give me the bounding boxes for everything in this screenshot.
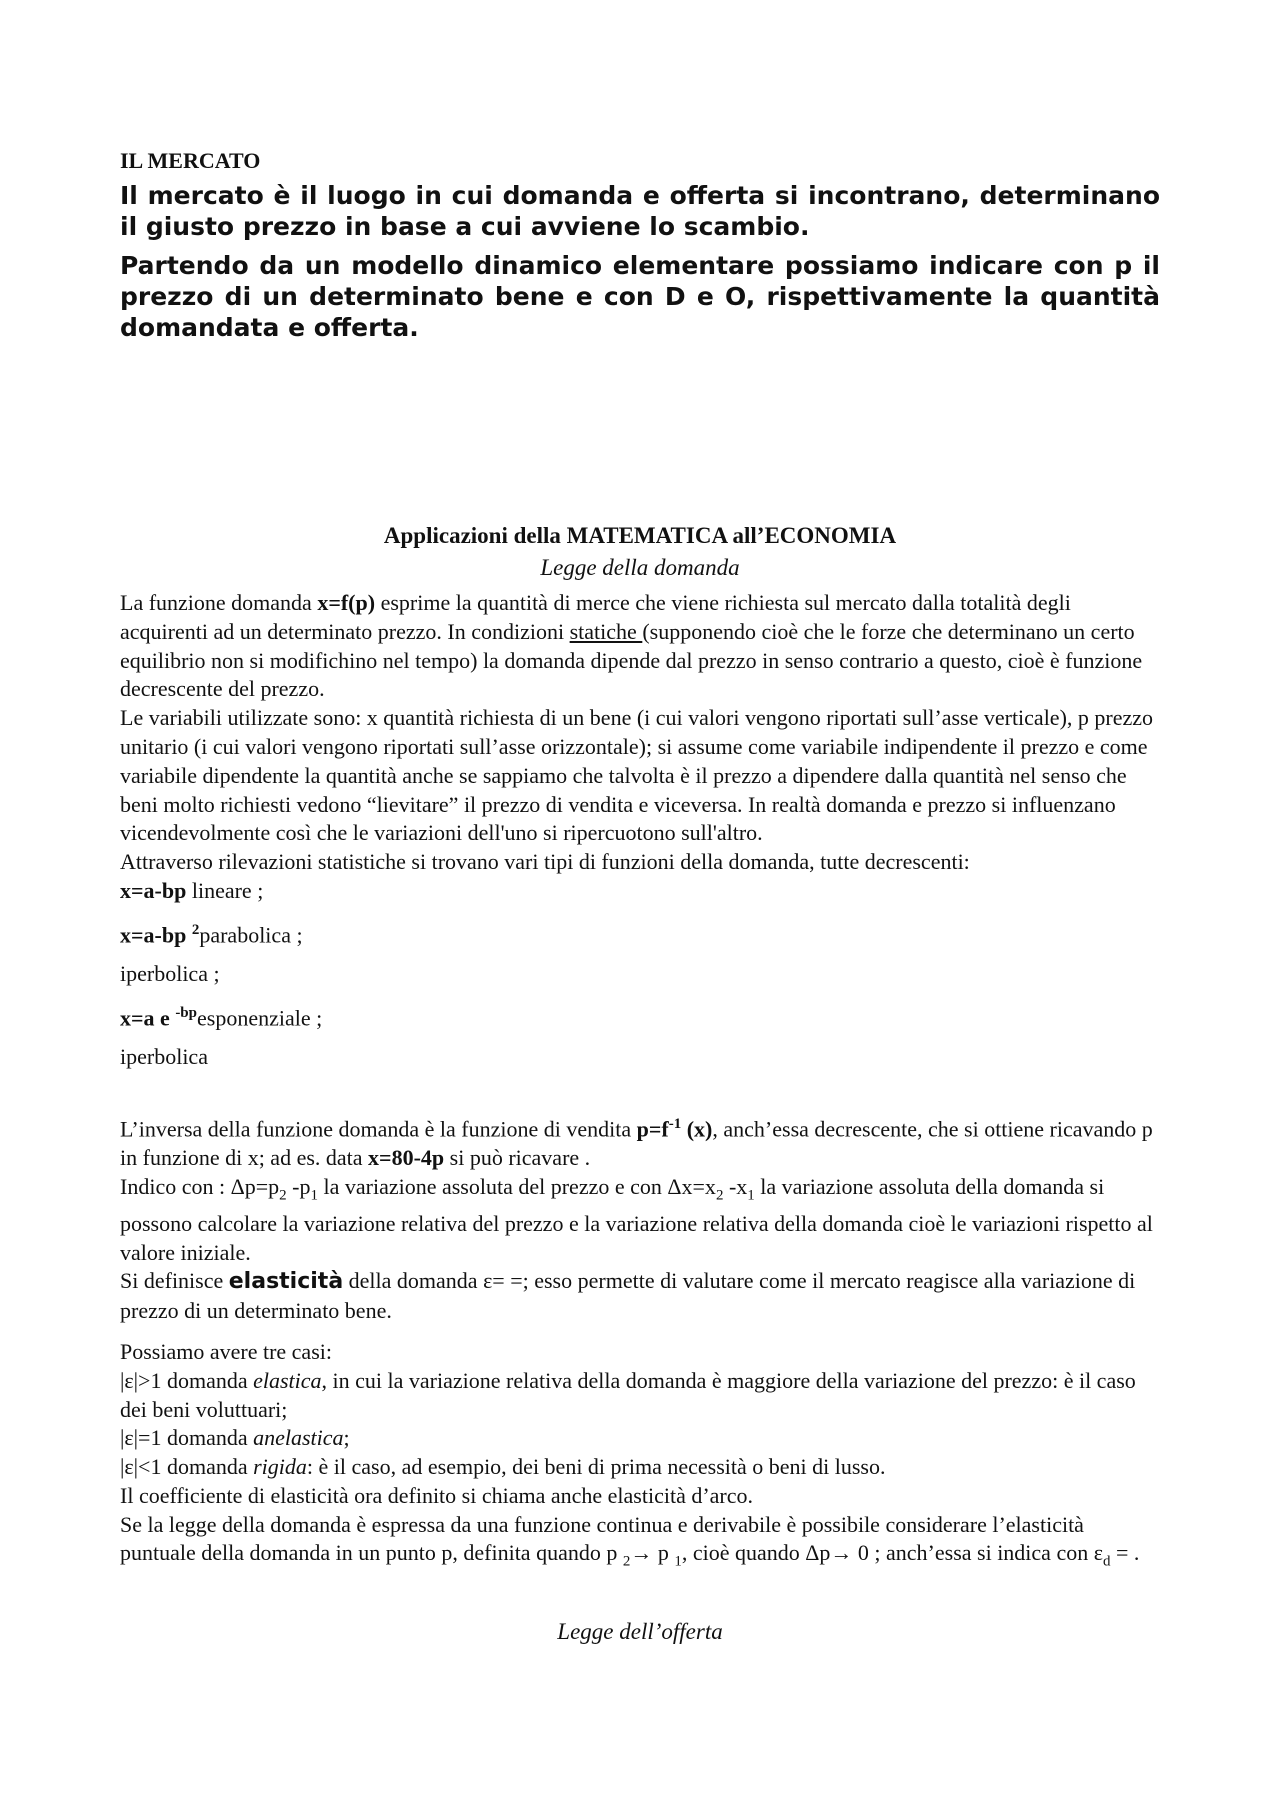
function-hyperbolic: iperbolica ; — [120, 960, 220, 986]
paragraph-variations: Indico con : $\Delta p=p_2$ $-p_1$ la variazione assoluta del prezzo e con $\Delta x=x_2$ $-x_1$ la variazione assoluta della domanda si possono calcolare la variazione relativa del prezzo e la variazione relativa della domanda cioè le variazioni rispetto al valore iniziale. — [120, 1173, 1153, 1265]
section-subtitle: Legge della domanda — [540, 555, 740, 580]
intro-paragraph-2: Partendo da un modello dinamico elementare possiamo indicare con p il prezzo di un determinato bene e con D e O, rispettivamente la quantità domandata e offerta. — [120, 251, 1160, 342]
paragraph-elasticity: Si definisce elasticità della domanda ε= =; esso permette di valutare come il mercato reagisce alla variazione di prezzo di un determinato bene. — [120, 1268, 1136, 1324]
paragraph-arc-elasticity: Il coefficiente di elasticità ora definito si chiama anche elasticità d’arco. — [120, 1482, 754, 1508]
paragraph-inverse-function: L’inversa della funzione domanda è la funzione di vendita $p=f^{-1}$ (x), anch’essa decrescente, che si ottiene ricavando p in funzione di x; ad es. data x=80-4p si può ricavare . — [120, 1115, 1153, 1170]
paragraph-demand-function: La funzione domanda x=f(p) esprime la quantità di merce che viene richiesta sul mercato dalla totalità degli acquirenti ad un determinato prezzo. In condizioni statiche (supponendo cioè che le forze che determinano un certo equilibrio non si modifichino nel tempo) la domanda dipende dal prezzo in senso contrario a questo, cioè è funzione decrescente del prezzo. — [120, 590, 1143, 702]
section-title: Applicazioni della MATEMATICA all’ECONOMIA — [383, 523, 897, 548]
function-parabolic: x=a-bp $^2$parabolica ; — [120, 921, 303, 948]
paragraph-statistics: Attraverso rilevazioni statistiche si trovano vari tipi di funzioni della domanda, tutte decrescenti: — [120, 849, 970, 875]
intro-paragraph-1: Il mercato è il luogo in cui domanda e offerta si incontrano, determinano il giusto prezzo in base a cui avviene lo scambio. — [120, 181, 1160, 241]
paragraph-point-elasticity: Se la legge della domanda è espressa da una funzione continua e derivabile è possibile considerare l’elasticità puntuale della domanda in un punto p, definita quando p $_2$→ p $_1$, cioè quando Δp→ 0 ; anch’essa si indica con $\varepsilon_d$ = . — [120, 1511, 1140, 1570]
case-elastic: |ε|>1 domanda elastica, in cui la variazione relativa della domanda è maggiore della variazione del prezzo: è il caso dei beni voluttuari; — [120, 1367, 1136, 1422]
paragraph-variables: Le variabili utilizzate sono: x quantità richiesta di un bene (i cui valori vengono riportati sull’asse verticale), p prezzo unitario (i cui valori vengono riportati sull’asse orizzontale); si assume come variabile indipendente il prezzo e come variabile dipendente la quantità anche se sappiamo che talvolta è il prezzo a dipendere dalla quantità nel senso che beni molto richiesti vedono “lievitare” il prezzo di vendita e viceversa. In realtà domanda e prezzo si influenzano vicendevolmente così che le variazioni dell'uno si ripercuotono sull'altro. — [120, 705, 1154, 846]
function-linear: x=a-bp lineare ; — [120, 877, 264, 903]
cases-intro: Possiamo avere tre casi: — [120, 1338, 332, 1364]
case-anelastic: |ε|=1 domanda anelastica; — [120, 1425, 350, 1451]
main-heading: IL MERCATO — [120, 148, 261, 173]
function-hyperbolic-2: iperbolica — [120, 1043, 208, 1069]
case-rigid: |ε|<1 domanda rigida: è il caso, ad esempio, dei beni di prima necessità o beni di lusso. — [120, 1454, 886, 1480]
document-page — [120, 148, 1160, 1645]
next-section-subtitle: Legge dell’offerta — [557, 1618, 723, 1644]
function-exponential: x=a e $^{-bp}$esponenziale ; — [120, 1004, 323, 1031]
